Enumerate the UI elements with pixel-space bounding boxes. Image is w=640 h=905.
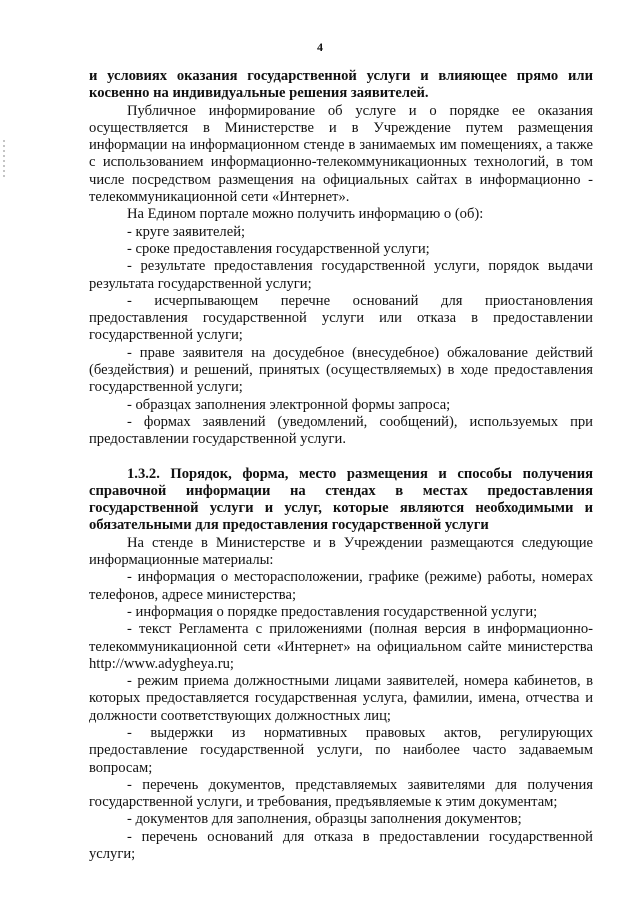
paragraph-continuation: и условиях оказания государственной услуги и влияющее прямо или косвенно на индивидуальные решения заявителей.	[89, 68, 593, 102]
list-item: - праве заявителя на досудебное (внесудебное) обжалование действий (бездействия) и решений, принятых (осуществляемых) в ходе предоставления государственной услуги;	[89, 344, 593, 396]
paragraph-portal-intro: На Едином портале можно получить информацию о (об):	[127, 206, 484, 223]
list-item: - информация о порядке предоставления государственной услуги;	[127, 603, 538, 620]
list-item: - текст Регламента с приложениями (полная версия в информационно-телекоммуникационной сети «Интернет» на официальном сайте министерства http://www.adygheya.ru;	[89, 621, 593, 672]
list-item: - перечень оснований для отказа в предоставлении государственной услуги;	[89, 828, 593, 863]
paragraph-stand-intro: На стенде в Министерстве и в Учреждении размещаются следующие информационные материалы:	[89, 534, 593, 569]
document-body	[89, 68, 593, 863]
list-item: - круге заявителей;	[127, 223, 246, 240]
list-item: - выдержки из нормативных правовых актов, регулирующих предоставление государственной услуги, по наиболее часто задаваемым вопросам;	[89, 724, 593, 776]
list-item: - результате предоставления государственной услуги, порядок выдачи результата государственной услуги;	[89, 258, 593, 292]
list-item: - документов для заполнения, образцы заполнения документов;	[127, 811, 522, 828]
section-heading-1-3-2: 1.3.2. Порядок, форма, место размещения и способы получения справочной информации на стендах в местах предоставления государственной услуги и услуг, которые являются необходимыми и обязательными для предоставления государственной услуги	[89, 465, 593, 534]
list-item: - исчерпывающем перечне оснований для приостановления предоставления государственной услуги или отказа в предоставлении государственной услуги;	[89, 292, 593, 344]
list-item: - перечень документов, представляемых заявителями для получения государственной услуги, и требования, предъявляемые к этим документам;	[89, 776, 593, 811]
list-item: - сроке предоставления государственной услуги;	[127, 240, 430, 257]
list-item: - информация о месторасположении, графике (режиме) работы, номерах телефонов, адресе министерства;	[89, 569, 593, 603]
scan-margin-mark	[3, 140, 5, 180]
list-item: - формах заявлений (уведомлений, сообщений), используемых при предоставлении государственной услуги.	[89, 413, 593, 448]
page-number: 4	[317, 40, 323, 54]
list-item: - режим приема должностными лицами заявителей, номера кабинетов, в которых предоставляется государственная услуга, фамилии, имена, отчества и должности соответствующих должностных лиц;	[89, 673, 593, 724]
list-item: - образцах заполнения электронной формы запроса;	[127, 396, 451, 413]
paragraph-public-informing: Публичное информирование об услуге и о порядке ее оказания осуществляется в Министерстве и в Учреждение путем размещения информации на информационном стенде в занимаемых им помещениях, а также с использованием информационно-телекоммуникационных технологий, в том числе посредством размещения на официальных сайтах в информационно - телекоммуникационной сети «Интернет».	[89, 102, 593, 206]
